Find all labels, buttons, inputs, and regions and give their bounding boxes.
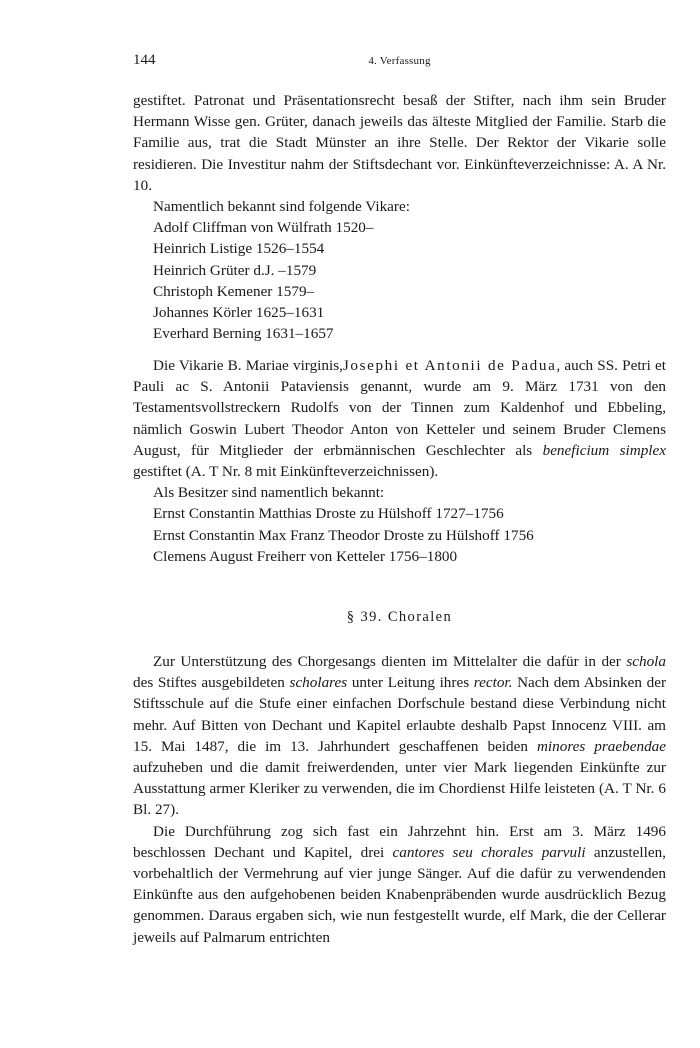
vikarie-intro-paragraph: gestiftet. Patronat und Präsentationsrecht besaß der Stifter, nach ihm sein Bruder Hermann Wisse gen. Grüter, danach jeweils das älteste Mitglied der Familie. Starb die Familie aus, trat die Stadt Münster an ihre Stelle. Der Rektor der Vikarie solle residieren. Die Investitur nahm der Stiftsdechant vor. Einkünfteverzeichnisse: A. A Nr. 10. [133, 92, 666, 194]
italic-term: minores praebendae [536, 737, 666, 755]
italic-term: beneficium simplex [542, 441, 666, 459]
text-run: , auch SS. Petri et Pauli ac S. Antonii Pataviensis genannt, wurde am 9. März 1731 von den Testamentsvollstreckern Rudolfs von der Tinnen zum Kaldenhof und Ebbeling, nämlich Goswin Lubert Theodor Anton von Ketteler und seinem Bruder Clemens August, für Mitglieder der erbmännischen Geschlechter als [133, 357, 666, 459]
section-heading: § 39. Choralen [346, 609, 453, 625]
text-run: des Stiftes ausgebildeten [133, 674, 290, 692]
list-item: Heinrich Grüter d.J. –1579 [153, 261, 317, 279]
text-run: Die Durchführung zog sich fast ein Jahrzehnt hin. Erst am 3. März 1496 beschlossen Dechant und Kapitel, drei [133, 822, 666, 861]
list-item: Johannes Körler 1625–1631 [153, 304, 325, 322]
choralen-paragraph-2 [133, 821, 666, 948]
vikarie-bmv-section [133, 355, 666, 567]
vikarie-section [133, 90, 666, 344]
vikare-intro: Namentlich bekannt sind folgende Vikare: [153, 198, 410, 216]
italic-term: rector. [473, 674, 513, 692]
italic-term: cantores seu chorales parvuli [392, 843, 586, 861]
text-run: Zur Unterstützung des Chorgesangs dienten im Mittelalter die dafür in der [153, 653, 627, 670]
list-item: Everhard Berning 1631–1657 [153, 325, 334, 343]
page-number: 144 [133, 52, 156, 68]
text-run: unter Leitung ihres [347, 674, 474, 692]
list-item: Heinrich Listige 1526–1554 [153, 240, 325, 258]
spaced-text: Josephi et Antonii de Padua [342, 357, 557, 374]
text-run: anzustellen, vorbehaltlich der Vermehrung auf vier junge Sänger. Auf die dafür zu verwendenden Einkünfte aus den aufgehobenen beiden Knabenpräbenden wurde ausdrücklich Bezug genommen. Daraus ergaben sich, wie nun festgestellt wurde, elf Mark, die der Cellerar jeweils auf Palmarum entrichten [133, 843, 666, 946]
besitzer-intro: Als Besitzer sind namentlich bekannt: [153, 484, 385, 502]
text-run: Nach dem Absinken der Stiftsschule auf die Stufe einer einfachen Dorfschule bestand diese Verbindung nicht mehr. Auf Bitten von Dechant und Kapitel erlaubte deshalb Papst Innocenz VIII. am 15. Mai 1487, die im 13. Jahrhundert geschaffenen beiden [133, 674, 667, 755]
text-run: Die Vikarie B. Mariae virginis, [153, 357, 343, 374]
running-header [133, 52, 666, 72]
choralen-section [133, 651, 666, 948]
italic-term: schola [626, 653, 666, 670]
text-run: aufzuheben und die damit freiwerdenden, unter vier Mark liegenden Einkünfte zur Ausstattung armer Kleriker zu verwenden, die im Chordienst Hilfe leisteten (A. T Nr. 6 Bl. 27). [133, 759, 666, 819]
chapter-title: 4. Verfassung [368, 55, 431, 67]
italic-term: scholares [289, 674, 348, 692]
besitzer-list [133, 503, 666, 567]
list-item: Adolf Cliffman von Wülfrath 1520– [153, 219, 374, 237]
list-item: Clemens August Freiherr von Ketteler 1756–1800 [153, 547, 458, 565]
list-item: Ernst Constantin Matthias Droste zu Hülshoff 1727–1756 [153, 505, 504, 523]
vikarie-bmv-paragraph [133, 355, 666, 482]
list-item: Ernst Constantin Max Franz Theodor Droste zu Hülshoff 1756 [153, 526, 534, 544]
text-run: gestiftet (A. T Nr. 8 mit Einkünfteverzeichnissen). [133, 463, 439, 481]
choralen-paragraph-1 [133, 651, 666, 821]
list-item: Christoph Kemener 1579– [153, 282, 315, 300]
vikare-list [133, 217, 666, 344]
